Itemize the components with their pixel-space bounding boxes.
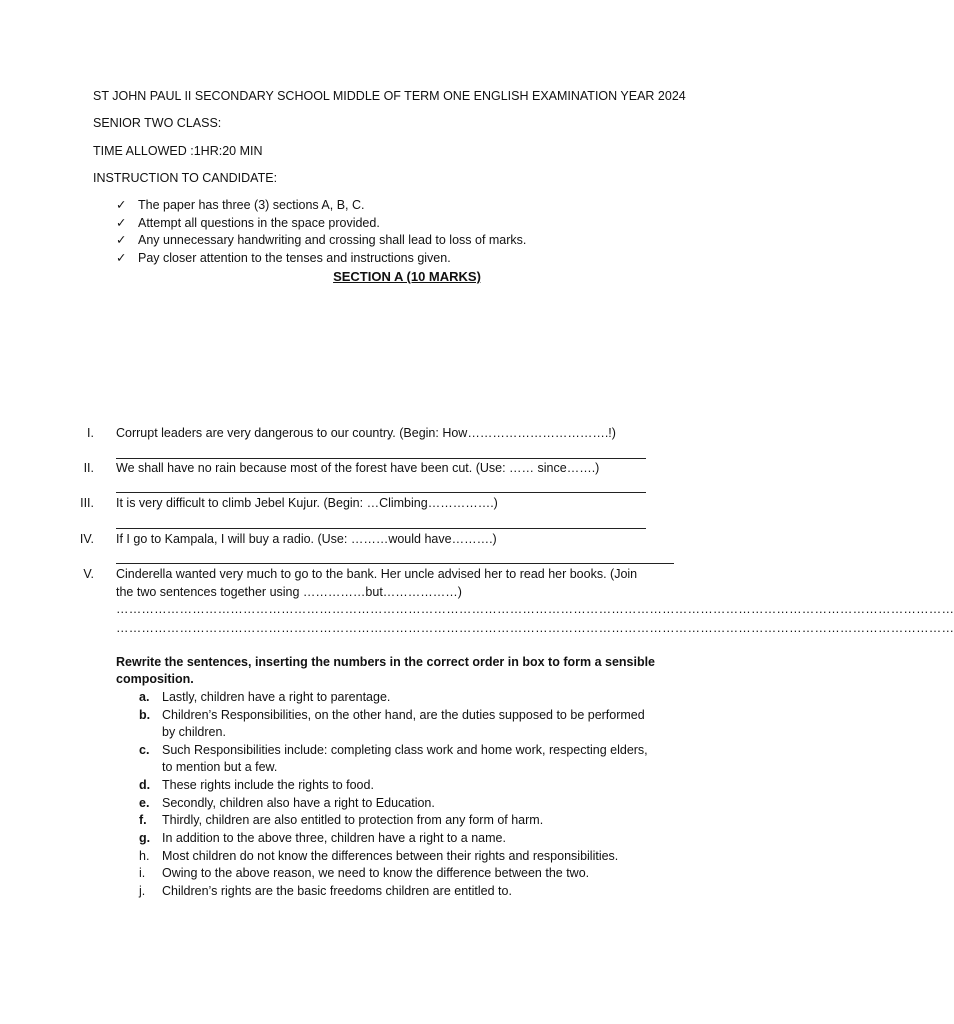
item-text: Such Responsibilities include: completing class work and home work, respecting elders,	[162, 743, 648, 757]
instruction-text: Pay closer attention to the tenses and instructions given.	[138, 251, 451, 265]
item-text: These rights include the rights to food.	[162, 778, 374, 792]
check-icon: ✓	[116, 250, 127, 265]
answer-line[interactable]	[116, 528, 646, 529]
instruction-text: Attempt all questions in the space provided.	[138, 216, 380, 230]
item-letter: a.	[139, 690, 150, 704]
item-text: Children’s Responsibilities, on the other hand, are the duties supposed to be performed	[162, 708, 645, 722]
class-line: SENIOR TWO CLASS:	[93, 116, 222, 130]
item-text: Thirdly, children are also entitled to protection from any form of harm.	[162, 813, 544, 827]
instruction-item	[116, 197, 365, 212]
instruction-heading: INSTRUCTION TO CANDIDATE:	[93, 171, 278, 185]
item-text: Most children do not know the differences between their rights and responsibilities.	[162, 849, 619, 863]
question-number: II.	[83, 461, 94, 475]
dotted-answer-line[interactable]: ………………………………………………………………………………………………………………………………………………………………………………	[116, 602, 954, 616]
composition-instruction-continued: composition.	[116, 672, 194, 686]
time-allowed: TIME ALLOWED :1HR:20 MIN	[93, 144, 263, 158]
check-icon: ✓	[116, 215, 127, 230]
item-letter: g.	[139, 831, 151, 845]
item-letter: f.	[139, 813, 147, 827]
question-number: V.	[83, 567, 94, 581]
answer-line[interactable]	[116, 492, 646, 493]
instruction-item	[116, 250, 451, 265]
item-text: Secondly, children also have a right to Education.	[162, 796, 435, 810]
instruction-item	[116, 215, 380, 230]
item-letter: i.	[139, 866, 146, 880]
instruction-item	[116, 232, 526, 247]
question-text-continued: the two sentences together using ……………but………………)	[116, 585, 462, 599]
exam-title: ST JOHN PAUL II SECONDARY SCHOOL MIDDLE OF TERM ONE ENGLISH EXAMINATION YEAR 2024	[93, 89, 686, 103]
check-icon: ✓	[116, 232, 127, 247]
question-text: It is very difficult to climb Jebel Kujur. (Begin: …Climbing…………….)	[116, 496, 498, 510]
item-text-continued: to mention but a few.	[162, 760, 278, 774]
item-letter: d.	[139, 778, 151, 792]
question-number: I.	[87, 426, 94, 440]
answer-line[interactable]	[116, 563, 674, 564]
question-text: If I go to Kampala, I will buy a radio. (Use: ………would have……….)	[116, 532, 497, 546]
question-text: Corrupt leaders are very dangerous to our country. (Begin: How…………………………….!)	[116, 426, 616, 440]
item-letter: h.	[139, 849, 150, 863]
answer-line[interactable]	[116, 458, 646, 459]
question-number: III.	[80, 496, 94, 510]
item-text: Lastly, children have a right to parentage.	[162, 690, 391, 704]
item-text-continued: by children.	[162, 725, 226, 739]
item-letter: b.	[139, 708, 151, 722]
composition-instruction: Rewrite the sentences, inserting the numbers in the correct order in box to form a sensible	[116, 655, 656, 669]
item-letter: e.	[139, 796, 150, 810]
dotted-answer-line[interactable]: ………………………………………………………………………………………………………………………………………………………………………………	[116, 621, 954, 635]
check-icon: ✓	[116, 197, 127, 212]
item-letter: j.	[139, 884, 146, 898]
question-text: Cinderella wanted very much to go to the bank. Her uncle advised her to read her books. (Join	[116, 567, 638, 581]
question-number: IV.	[79, 532, 94, 546]
instruction-text: The paper has three (3) sections A, B, C.	[138, 198, 365, 212]
instruction-text: Any unnecessary handwriting and crossing shall lead to loss of marks.	[138, 233, 527, 247]
section-a-title: SECTION A (10 MARKS)	[333, 269, 481, 284]
question-text: We shall have no rain because most of the forest have been cut. (Use: …… since…….)	[116, 461, 600, 475]
item-letter: c.	[139, 743, 150, 757]
item-text: Children’s rights are the basic freedoms children are entitled to.	[162, 884, 512, 898]
item-text: In addition to the above three, children have a right to a name.	[162, 831, 506, 845]
item-text: Owing to the above reason, we need to know the difference between the two.	[162, 866, 590, 880]
